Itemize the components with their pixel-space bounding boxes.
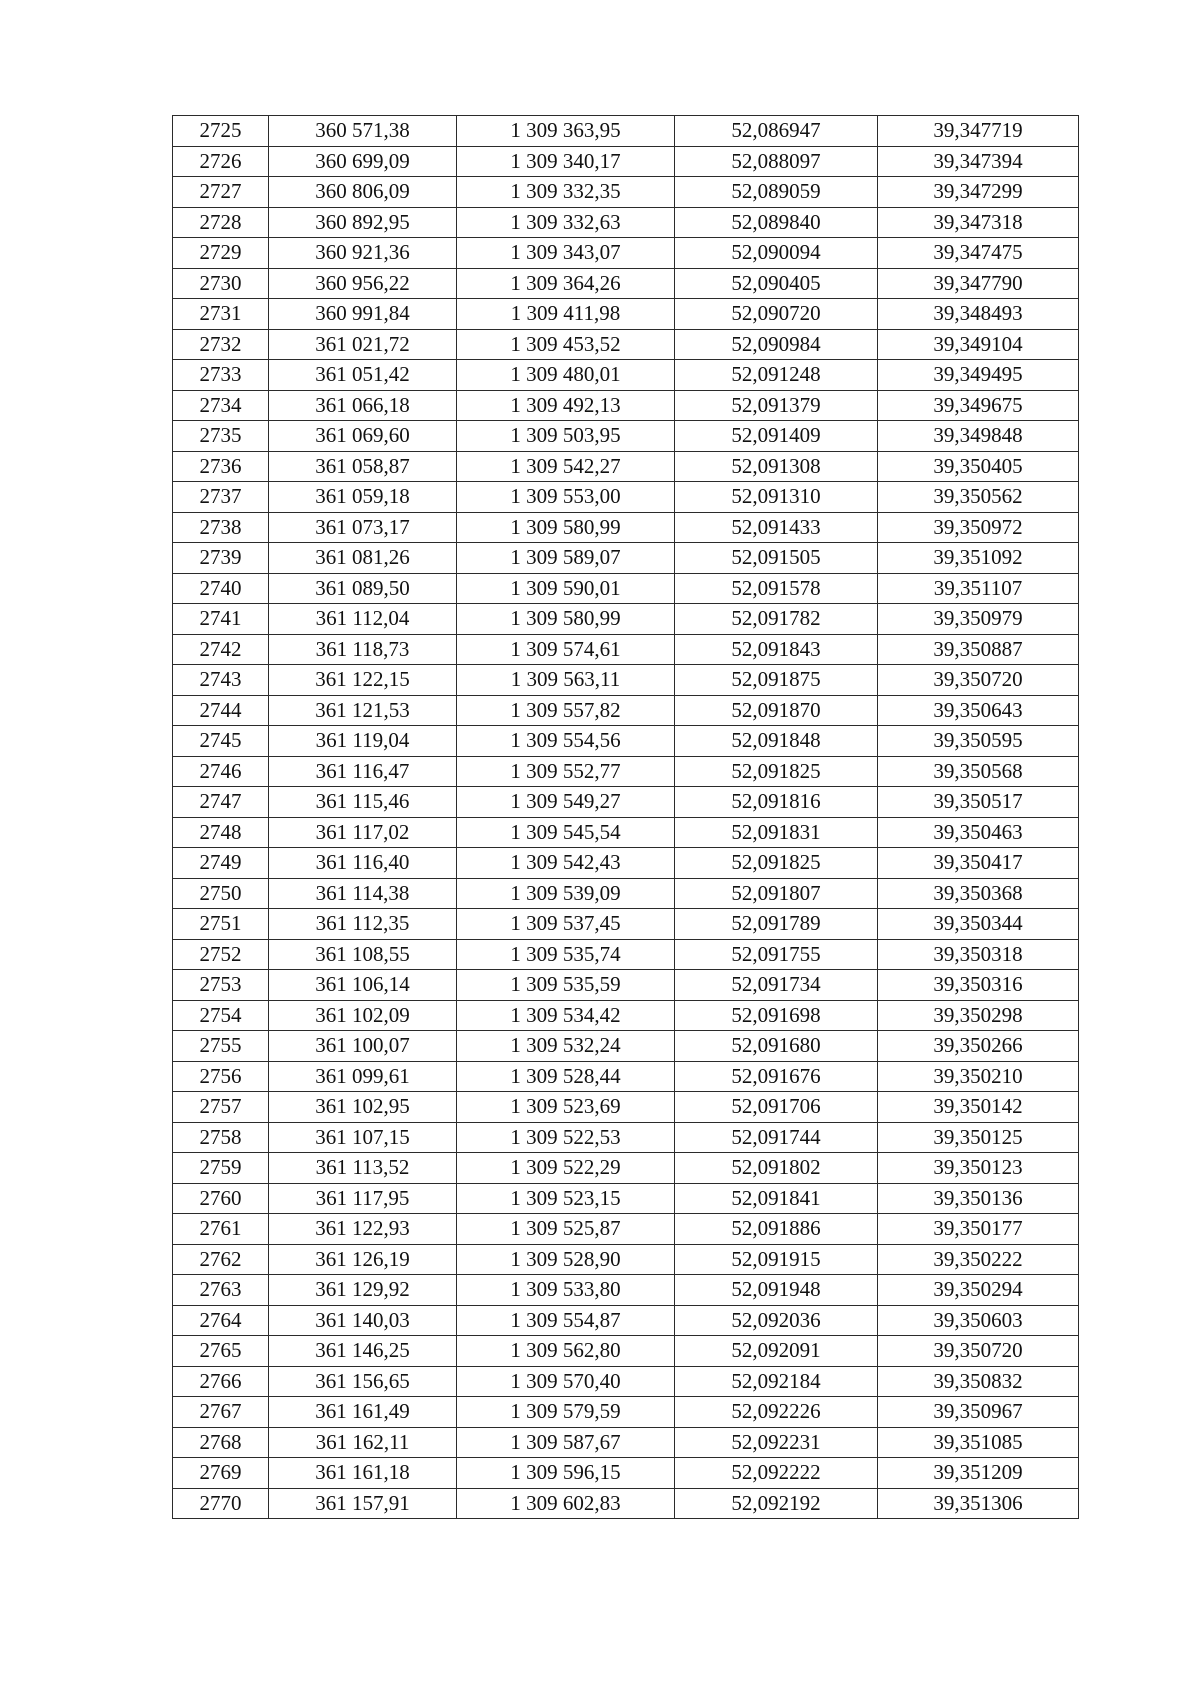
- point-number-cell: 2750: [173, 878, 269, 909]
- latitude-cell: 52,090984: [675, 329, 878, 360]
- y-coordinate-cell: 1 309 554,56: [457, 726, 675, 757]
- longitude-cell: 39,347475: [878, 238, 1079, 269]
- point-number-cell: 2733: [173, 360, 269, 391]
- longitude-cell: 39,350266: [878, 1031, 1079, 1062]
- x-coordinate-cell: 361 112,35: [269, 909, 457, 940]
- longitude-cell: 39,347299: [878, 177, 1079, 208]
- longitude-cell: 39,349495: [878, 360, 1079, 391]
- point-number-cell: 2755: [173, 1031, 269, 1062]
- x-coordinate-cell: 361 140,03: [269, 1305, 457, 1336]
- table-row: [173, 207, 1079, 238]
- y-coordinate-cell: 1 309 579,59: [457, 1397, 675, 1428]
- coordinates-table: [172, 115, 1079, 1519]
- table-row: [173, 1458, 1079, 1489]
- y-coordinate-cell: 1 309 553,00: [457, 482, 675, 513]
- point-number-cell: 2762: [173, 1244, 269, 1275]
- table-row: [173, 787, 1079, 818]
- longitude-cell: 39,349104: [878, 329, 1079, 360]
- point-number-cell: 2735: [173, 421, 269, 452]
- x-coordinate-cell: 361 106,14: [269, 970, 457, 1001]
- point-number-cell: 2746: [173, 756, 269, 787]
- longitude-cell: 39,350368: [878, 878, 1079, 909]
- longitude-cell: 39,349848: [878, 421, 1079, 452]
- y-coordinate-cell: 1 309 522,53: [457, 1122, 675, 1153]
- point-number-cell: 2738: [173, 512, 269, 543]
- y-coordinate-cell: 1 309 363,95: [457, 116, 675, 147]
- latitude-cell: 52,091886: [675, 1214, 878, 1245]
- y-coordinate-cell: 1 309 492,13: [457, 390, 675, 421]
- table-row: [173, 146, 1079, 177]
- y-coordinate-cell: 1 309 503,95: [457, 421, 675, 452]
- latitude-cell: 52,089840: [675, 207, 878, 238]
- x-coordinate-cell: 361 081,26: [269, 543, 457, 574]
- latitude-cell: 52,091734: [675, 970, 878, 1001]
- point-number-cell: 2742: [173, 634, 269, 665]
- latitude-cell: 52,091744: [675, 1122, 878, 1153]
- x-coordinate-cell: 360 991,84: [269, 299, 457, 330]
- x-coordinate-cell: 361 118,73: [269, 634, 457, 665]
- x-coordinate-cell: 361 122,93: [269, 1214, 457, 1245]
- latitude-cell: 52,088097: [675, 146, 878, 177]
- longitude-cell: 39,350972: [878, 512, 1079, 543]
- longitude-cell: 39,347790: [878, 268, 1079, 299]
- latitude-cell: 52,091706: [675, 1092, 878, 1123]
- longitude-cell: 39,350568: [878, 756, 1079, 787]
- y-coordinate-cell: 1 309 532,24: [457, 1031, 675, 1062]
- point-number-cell: 2737: [173, 482, 269, 513]
- point-number-cell: 2743: [173, 665, 269, 696]
- table-row: [173, 543, 1079, 574]
- latitude-cell: 52,091698: [675, 1000, 878, 1031]
- x-coordinate-cell: 361 116,47: [269, 756, 457, 787]
- x-coordinate-cell: 361 102,09: [269, 1000, 457, 1031]
- y-coordinate-cell: 1 309 587,67: [457, 1427, 675, 1458]
- y-coordinate-cell: 1 309 589,07: [457, 543, 675, 574]
- longitude-cell: 39,350720: [878, 1336, 1079, 1367]
- longitude-cell: 39,351092: [878, 543, 1079, 574]
- table-row: [173, 1214, 1079, 1245]
- point-number-cell: 2730: [173, 268, 269, 299]
- latitude-cell: 52,091433: [675, 512, 878, 543]
- longitude-cell: 39,350887: [878, 634, 1079, 665]
- y-coordinate-cell: 1 309 533,80: [457, 1275, 675, 1306]
- table-row: [173, 756, 1079, 787]
- x-coordinate-cell: 361 058,87: [269, 451, 457, 482]
- longitude-cell: 39,350643: [878, 695, 1079, 726]
- y-coordinate-cell: 1 309 528,90: [457, 1244, 675, 1275]
- longitude-cell: 39,350603: [878, 1305, 1079, 1336]
- latitude-cell: 52,091310: [675, 482, 878, 513]
- longitude-cell: 39,351209: [878, 1458, 1079, 1489]
- y-coordinate-cell: 1 309 570,40: [457, 1366, 675, 1397]
- x-coordinate-cell: 361 129,92: [269, 1275, 457, 1306]
- y-coordinate-cell: 1 309 549,27: [457, 787, 675, 818]
- x-coordinate-cell: 361 089,50: [269, 573, 457, 604]
- table-row: [173, 1122, 1079, 1153]
- table-row: [173, 970, 1079, 1001]
- table-row: [173, 909, 1079, 940]
- y-coordinate-cell: 1 309 534,42: [457, 1000, 675, 1031]
- latitude-cell: 52,092036: [675, 1305, 878, 1336]
- point-number-cell: 2758: [173, 1122, 269, 1153]
- x-coordinate-cell: 361 069,60: [269, 421, 457, 452]
- table-row: [173, 1061, 1079, 1092]
- longitude-cell: 39,350517: [878, 787, 1079, 818]
- table-row: [173, 817, 1079, 848]
- x-coordinate-cell: 361 146,25: [269, 1336, 457, 1367]
- x-coordinate-cell: 361 051,42: [269, 360, 457, 391]
- y-coordinate-cell: 1 309 580,99: [457, 512, 675, 543]
- x-coordinate-cell: 361 161,18: [269, 1458, 457, 1489]
- point-number-cell: 2749: [173, 848, 269, 879]
- longitude-cell: 39,347394: [878, 146, 1079, 177]
- longitude-cell: 39,347719: [878, 116, 1079, 147]
- latitude-cell: 52,091825: [675, 848, 878, 879]
- point-number-cell: 2736: [173, 451, 269, 482]
- coordinates-table-body: [173, 116, 1079, 1519]
- longitude-cell: 39,350222: [878, 1244, 1079, 1275]
- x-coordinate-cell: 360 956,22: [269, 268, 457, 299]
- longitude-cell: 39,350344: [878, 909, 1079, 940]
- x-coordinate-cell: 361 059,18: [269, 482, 457, 513]
- point-number-cell: 2752: [173, 939, 269, 970]
- latitude-cell: 52,092226: [675, 1397, 878, 1428]
- point-number-cell: 2748: [173, 817, 269, 848]
- x-coordinate-cell: 360 571,38: [269, 116, 457, 147]
- longitude-cell: 39,351306: [878, 1488, 1079, 1519]
- point-number-cell: 2734: [173, 390, 269, 421]
- longitude-cell: 39,350562: [878, 482, 1079, 513]
- longitude-cell: 39,350125: [878, 1122, 1079, 1153]
- point-number-cell: 2731: [173, 299, 269, 330]
- table-row: [173, 1336, 1079, 1367]
- latitude-cell: 52,090720: [675, 299, 878, 330]
- table-row: [173, 939, 1079, 970]
- point-number-cell: 2726: [173, 146, 269, 177]
- latitude-cell: 52,091789: [675, 909, 878, 940]
- table-row: [173, 1244, 1079, 1275]
- longitude-cell: 39,349675: [878, 390, 1079, 421]
- latitude-cell: 52,091831: [675, 817, 878, 848]
- table-row: [173, 177, 1079, 208]
- point-number-cell: 2739: [173, 543, 269, 574]
- longitude-cell: 39,350463: [878, 817, 1079, 848]
- table-row: [173, 268, 1079, 299]
- y-coordinate-cell: 1 309 596,15: [457, 1458, 675, 1489]
- table-row: [173, 512, 1079, 543]
- latitude-cell: 52,092184: [675, 1366, 878, 1397]
- latitude-cell: 52,091676: [675, 1061, 878, 1092]
- longitude-cell: 39,350316: [878, 970, 1079, 1001]
- y-coordinate-cell: 1 309 539,09: [457, 878, 675, 909]
- point-number-cell: 2768: [173, 1427, 269, 1458]
- longitude-cell: 39,350318: [878, 939, 1079, 970]
- table-row: [173, 482, 1079, 513]
- point-number-cell: 2761: [173, 1214, 269, 1245]
- table-row: [173, 451, 1079, 482]
- latitude-cell: 52,091875: [675, 665, 878, 696]
- table-row: [173, 878, 1079, 909]
- longitude-cell: 39,350720: [878, 665, 1079, 696]
- latitude-cell: 52,092192: [675, 1488, 878, 1519]
- y-coordinate-cell: 1 309 562,80: [457, 1336, 675, 1367]
- table-row: [173, 848, 1079, 879]
- y-coordinate-cell: 1 309 552,77: [457, 756, 675, 787]
- table-row: [173, 1488, 1079, 1519]
- longitude-cell: 39,350979: [878, 604, 1079, 635]
- latitude-cell: 52,091680: [675, 1031, 878, 1062]
- table-row: [173, 421, 1079, 452]
- latitude-cell: 52,091848: [675, 726, 878, 757]
- table-row: [173, 1427, 1079, 1458]
- latitude-cell: 52,091755: [675, 939, 878, 970]
- y-coordinate-cell: 1 309 557,82: [457, 695, 675, 726]
- latitude-cell: 52,091409: [675, 421, 878, 452]
- longitude-cell: 39,351107: [878, 573, 1079, 604]
- longitude-cell: 39,350136: [878, 1183, 1079, 1214]
- x-coordinate-cell: 361 021,72: [269, 329, 457, 360]
- y-coordinate-cell: 1 309 332,35: [457, 177, 675, 208]
- y-coordinate-cell: 1 309 364,26: [457, 268, 675, 299]
- point-number-cell: 2757: [173, 1092, 269, 1123]
- table-row: [173, 1305, 1079, 1336]
- table-row: [173, 1000, 1079, 1031]
- x-coordinate-cell: 361 117,02: [269, 817, 457, 848]
- table-row: [173, 238, 1079, 269]
- x-coordinate-cell: 361 117,95: [269, 1183, 457, 1214]
- longitude-cell: 39,350595: [878, 726, 1079, 757]
- point-number-cell: 2729: [173, 238, 269, 269]
- x-coordinate-cell: 360 806,09: [269, 177, 457, 208]
- latitude-cell: 52,091948: [675, 1275, 878, 1306]
- point-number-cell: 2766: [173, 1366, 269, 1397]
- x-coordinate-cell: 361 126,19: [269, 1244, 457, 1275]
- point-number-cell: 2741: [173, 604, 269, 635]
- point-number-cell: 2756: [173, 1061, 269, 1092]
- x-coordinate-cell: 360 921,36: [269, 238, 457, 269]
- latitude-cell: 52,091825: [675, 756, 878, 787]
- x-coordinate-cell: 361 114,38: [269, 878, 457, 909]
- table-row: [173, 1275, 1079, 1306]
- point-number-cell: 2725: [173, 116, 269, 147]
- y-coordinate-cell: 1 309 535,74: [457, 939, 675, 970]
- table-row: [173, 1092, 1079, 1123]
- x-coordinate-cell: 361 115,46: [269, 787, 457, 818]
- point-number-cell: 2770: [173, 1488, 269, 1519]
- y-coordinate-cell: 1 309 574,61: [457, 634, 675, 665]
- latitude-cell: 52,091841: [675, 1183, 878, 1214]
- latitude-cell: 52,090094: [675, 238, 878, 269]
- x-coordinate-cell: 361 073,17: [269, 512, 457, 543]
- table-row: [173, 1031, 1079, 1062]
- longitude-cell: 39,350294: [878, 1275, 1079, 1306]
- longitude-cell: 39,350142: [878, 1092, 1079, 1123]
- latitude-cell: 52,091578: [675, 573, 878, 604]
- point-number-cell: 2740: [173, 573, 269, 604]
- latitude-cell: 52,091308: [675, 451, 878, 482]
- latitude-cell: 52,089059: [675, 177, 878, 208]
- longitude-cell: 39,350832: [878, 1366, 1079, 1397]
- y-coordinate-cell: 1 309 563,11: [457, 665, 675, 696]
- y-coordinate-cell: 1 309 522,29: [457, 1153, 675, 1184]
- y-coordinate-cell: 1 309 525,87: [457, 1214, 675, 1245]
- y-coordinate-cell: 1 309 343,07: [457, 238, 675, 269]
- x-coordinate-cell: 361 099,61: [269, 1061, 457, 1092]
- table-row: [173, 390, 1079, 421]
- point-number-cell: 2763: [173, 1275, 269, 1306]
- table-row: [173, 329, 1079, 360]
- x-coordinate-cell: 361 066,18: [269, 390, 457, 421]
- y-coordinate-cell: 1 309 590,01: [457, 573, 675, 604]
- latitude-cell: 52,086947: [675, 116, 878, 147]
- latitude-cell: 52,091379: [675, 390, 878, 421]
- longitude-cell: 39,350967: [878, 1397, 1079, 1428]
- latitude-cell: 52,091782: [675, 604, 878, 635]
- latitude-cell: 52,091843: [675, 634, 878, 665]
- latitude-cell: 52,092231: [675, 1427, 878, 1458]
- latitude-cell: 52,090405: [675, 268, 878, 299]
- table-row: [173, 1153, 1079, 1184]
- table-row: [173, 634, 1079, 665]
- point-number-cell: 2747: [173, 787, 269, 818]
- latitude-cell: 52,091807: [675, 878, 878, 909]
- table-row: [173, 695, 1079, 726]
- latitude-cell: 52,092091: [675, 1336, 878, 1367]
- point-number-cell: 2751: [173, 909, 269, 940]
- longitude-cell: 39,351085: [878, 1427, 1079, 1458]
- latitude-cell: 52,091816: [675, 787, 878, 818]
- point-number-cell: 2764: [173, 1305, 269, 1336]
- longitude-cell: 39,350417: [878, 848, 1079, 879]
- table-row: [173, 299, 1079, 330]
- point-number-cell: 2765: [173, 1336, 269, 1367]
- table-row: [173, 665, 1079, 696]
- x-coordinate-cell: 361 162,11: [269, 1427, 457, 1458]
- latitude-cell: 52,091248: [675, 360, 878, 391]
- y-coordinate-cell: 1 309 453,52: [457, 329, 675, 360]
- latitude-cell: 52,091802: [675, 1153, 878, 1184]
- y-coordinate-cell: 1 309 535,59: [457, 970, 675, 1001]
- x-coordinate-cell: 361 102,95: [269, 1092, 457, 1123]
- y-coordinate-cell: 1 309 554,87: [457, 1305, 675, 1336]
- point-number-cell: 2769: [173, 1458, 269, 1489]
- x-coordinate-cell: 360 699,09: [269, 146, 457, 177]
- table-row: [173, 360, 1079, 391]
- longitude-cell: 39,350177: [878, 1214, 1079, 1245]
- y-coordinate-cell: 1 309 332,63: [457, 207, 675, 238]
- longitude-cell: 39,348493: [878, 299, 1079, 330]
- y-coordinate-cell: 1 309 523,15: [457, 1183, 675, 1214]
- point-number-cell: 2760: [173, 1183, 269, 1214]
- point-number-cell: 2767: [173, 1397, 269, 1428]
- y-coordinate-cell: 1 309 542,43: [457, 848, 675, 879]
- x-coordinate-cell: 361 100,07: [269, 1031, 457, 1062]
- table-row: [173, 1397, 1079, 1428]
- point-number-cell: 2727: [173, 177, 269, 208]
- point-number-cell: 2745: [173, 726, 269, 757]
- y-coordinate-cell: 1 309 411,98: [457, 299, 675, 330]
- x-coordinate-cell: 361 107,15: [269, 1122, 457, 1153]
- x-coordinate-cell: 361 112,04: [269, 604, 457, 635]
- x-coordinate-cell: 361 119,04: [269, 726, 457, 757]
- longitude-cell: 39,350405: [878, 451, 1079, 482]
- table-row: [173, 116, 1079, 147]
- x-coordinate-cell: 361 108,55: [269, 939, 457, 970]
- y-coordinate-cell: 1 309 542,27: [457, 451, 675, 482]
- latitude-cell: 52,091870: [675, 695, 878, 726]
- x-coordinate-cell: 361 113,52: [269, 1153, 457, 1184]
- x-coordinate-cell: 360 892,95: [269, 207, 457, 238]
- table-row: [173, 573, 1079, 604]
- y-coordinate-cell: 1 309 545,54: [457, 817, 675, 848]
- point-number-cell: 2728: [173, 207, 269, 238]
- point-number-cell: 2753: [173, 970, 269, 1001]
- point-number-cell: 2744: [173, 695, 269, 726]
- point-number-cell: 2754: [173, 1000, 269, 1031]
- longitude-cell: 39,350298: [878, 1000, 1079, 1031]
- y-coordinate-cell: 1 309 523,69: [457, 1092, 675, 1123]
- y-coordinate-cell: 1 309 480,01: [457, 360, 675, 391]
- y-coordinate-cell: 1 309 602,83: [457, 1488, 675, 1519]
- x-coordinate-cell: 361 116,40: [269, 848, 457, 879]
- y-coordinate-cell: 1 309 580,99: [457, 604, 675, 635]
- x-coordinate-cell: 361 121,53: [269, 695, 457, 726]
- y-coordinate-cell: 1 309 537,45: [457, 909, 675, 940]
- latitude-cell: 52,091915: [675, 1244, 878, 1275]
- y-coordinate-cell: 1 309 528,44: [457, 1061, 675, 1092]
- latitude-cell: 52,091505: [675, 543, 878, 574]
- longitude-cell: 39,347318: [878, 207, 1079, 238]
- table-row: [173, 1183, 1079, 1214]
- point-number-cell: 2732: [173, 329, 269, 360]
- x-coordinate-cell: 361 122,15: [269, 665, 457, 696]
- point-number-cell: 2759: [173, 1153, 269, 1184]
- x-coordinate-cell: 361 157,91: [269, 1488, 457, 1519]
- table-row: [173, 726, 1079, 757]
- x-coordinate-cell: 361 161,49: [269, 1397, 457, 1428]
- table-row: [173, 1366, 1079, 1397]
- longitude-cell: 39,350210: [878, 1061, 1079, 1092]
- y-coordinate-cell: 1 309 340,17: [457, 146, 675, 177]
- table-row: [173, 604, 1079, 635]
- latitude-cell: 52,092222: [675, 1458, 878, 1489]
- longitude-cell: 39,350123: [878, 1153, 1079, 1184]
- x-coordinate-cell: 361 156,65: [269, 1366, 457, 1397]
